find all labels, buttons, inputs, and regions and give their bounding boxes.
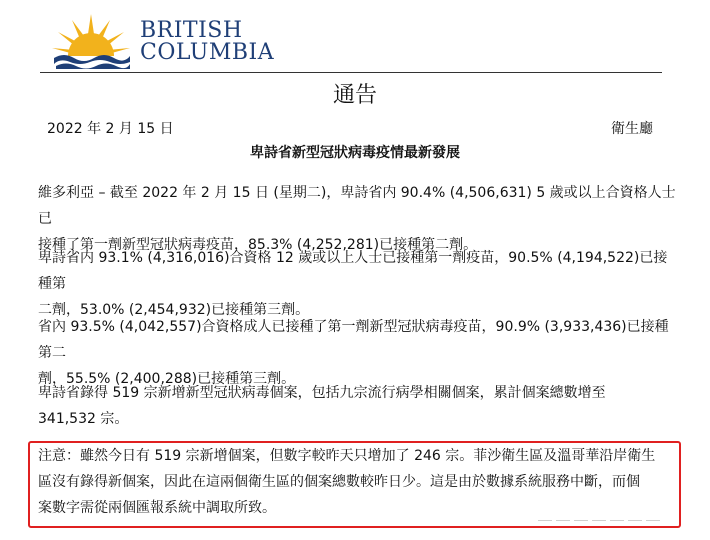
logo-wordmark — [140, 20, 274, 64]
headline: 卑詩省新型冠狀病毒疫情最新發展 — [250, 145, 460, 161]
paragraph-vaccination-12plus: 卑詩省内 93.1% (4,316,016)合資格 12 歲或以上人士已接種第一劑疫苗，90.5% (4,194,522)已接種第 二劑，53.0% (2,454,932)已接種第三劑。 — [38, 250, 668, 318]
header-divider — [40, 72, 662, 73]
watermark-decoration — [538, 516, 678, 530]
note-paragraph: 注意：雖然今日有 519 宗新增個案，但數字較昨天只增加了 246 宗。菲沙衛生區及溫哥華沿岸衛生 區沒有錄得新個案，因此在這兩個衛生區的個案總數較昨日少。這是由於數據系統服務中斷，而個 案數字需從兩個匯報系統中調取所致。 — [38, 448, 656, 516]
page-title: 通告 — [332, 83, 377, 108]
release-date: 2022 年 2 月 15 日 — [47, 121, 174, 137]
paragraph-vaccination-adults: 省內 93.5% (4,042,557)合資格成人已接種了第一劑新型冠狀病毒疫苗，90.9% (3,933,436)已接種第二 劑，55.5% (2,400,288)已接種第三劑。 — [38, 319, 669, 387]
logo-line-columbia: COLUMBIA — [140, 40, 275, 65]
logo-line-british: BRITISH — [140, 18, 243, 43]
paragraph-vaccination-5plus: 維多利亞 – 截至 2022 年 2 月 15 日 (星期二)，卑詩省内 90.4% (4,506,631) 5 歲或以上合資格人士已 接種了第一劑新型冠狀病毒疫苗，85.3% (4,252,281)已接種第二劑。 — [38, 185, 676, 253]
department-name: 衛生廳 — [611, 121, 653, 137]
paragraph-new-cases: 卑詩省錄得 519 宗新增新型冠狀病毒個案，包括九宗流行病學相關個案，累計個案總數增至 341,532 宗。 — [38, 385, 606, 427]
sun-mountain-icon — [50, 12, 132, 70]
bc-logo — [50, 12, 275, 72]
